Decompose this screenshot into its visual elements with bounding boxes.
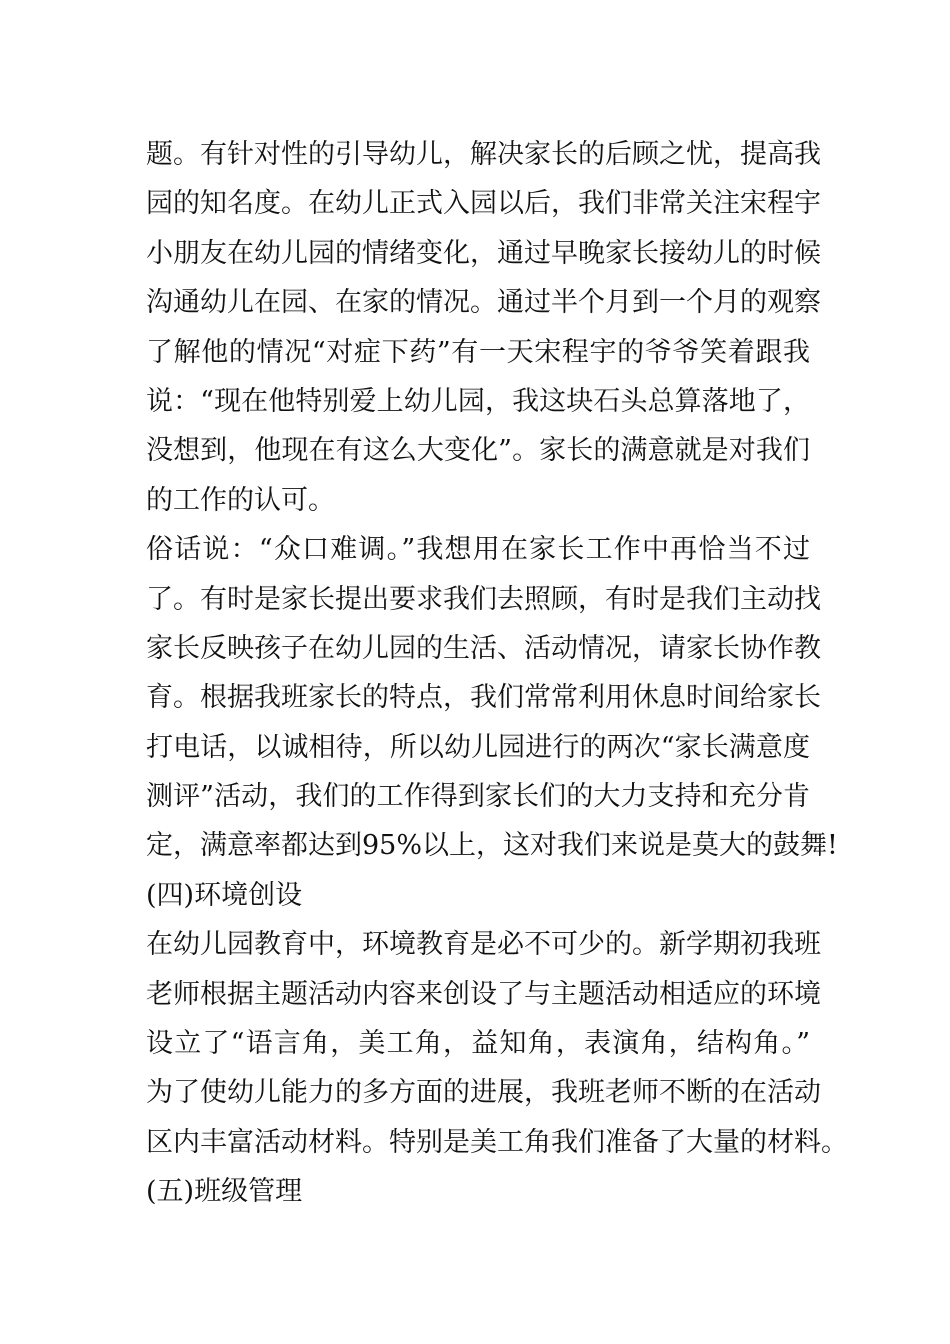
text-line: 的工作的认可。 <box>146 484 335 516</box>
text-line: 在幼儿园教育中，环境教育是必不可少的。新学期初我班 <box>146 929 821 961</box>
text-line: 育。根据我班家长的特点，我们常常利用休息时间给家长 <box>146 682 821 714</box>
text-line: 测评”活动，我们的工作得到家长们的大力支持和充分肯 <box>146 781 810 813</box>
text-line: 打电话，以诚相待，所以幼儿园进行的两次“家长满意度 <box>146 731 810 763</box>
document-body <box>146 130 848 1217</box>
text-line: 园的知名度。在幼儿正式入园以后，我们非常关注宋程宇 <box>146 188 821 220</box>
text-line: 题。有针对性的引导幼儿，解决家长的后顾之忧，提高我 <box>146 139 821 170</box>
text-line: 没想到，他现在有这么大变化”。家长的满意就是对我们 <box>146 435 810 467</box>
text-line: 定，满意率都达到95%以上，这对我们来说是莫大的鼓舞! <box>146 830 838 862</box>
text-line: 了。有时是家长提出要求我们去照顾，有时是我们主动找 <box>146 583 821 615</box>
text-line: 小朋友在幼儿园的情绪变化，通过早晚家长接幼儿的时候 <box>146 237 821 269</box>
text-line: 为了使幼儿能力的多方面的进展，我班老师不断的在活动 <box>146 1077 821 1109</box>
text-line: 家长反映孩子在幼儿园的生活、活动情况，请家长协作教 <box>146 632 821 664</box>
text-line: 设立了“语言角，美工角，益知角，表演角，结构角。” <box>146 1028 810 1060</box>
section-heading: (五)班级管理 <box>146 1176 303 1208</box>
text-line: 沟通幼儿在园、在家的情况。通过半个月到一个月的观察 <box>146 287 821 319</box>
text-line: 老师根据主题活动内容来创设了与主题活动相适应的环境 <box>146 978 821 1010</box>
section-heading: (四)环境创设 <box>146 879 303 911</box>
text-line: 俗话说：“众口难调。”我想用在家长工作中再恰当不过 <box>146 534 810 566</box>
text-line: 了解他的情况“对症下药”有一天宋程宇的爷爷笑着跟我 <box>146 336 810 368</box>
text-line: 说：“现在他特别爱上幼儿园，我这块石头总算落地了， <box>146 385 810 417</box>
text-line: 区内丰富活动材料。特别是美工角我们准备了大量的材料。 <box>146 1126 848 1158</box>
